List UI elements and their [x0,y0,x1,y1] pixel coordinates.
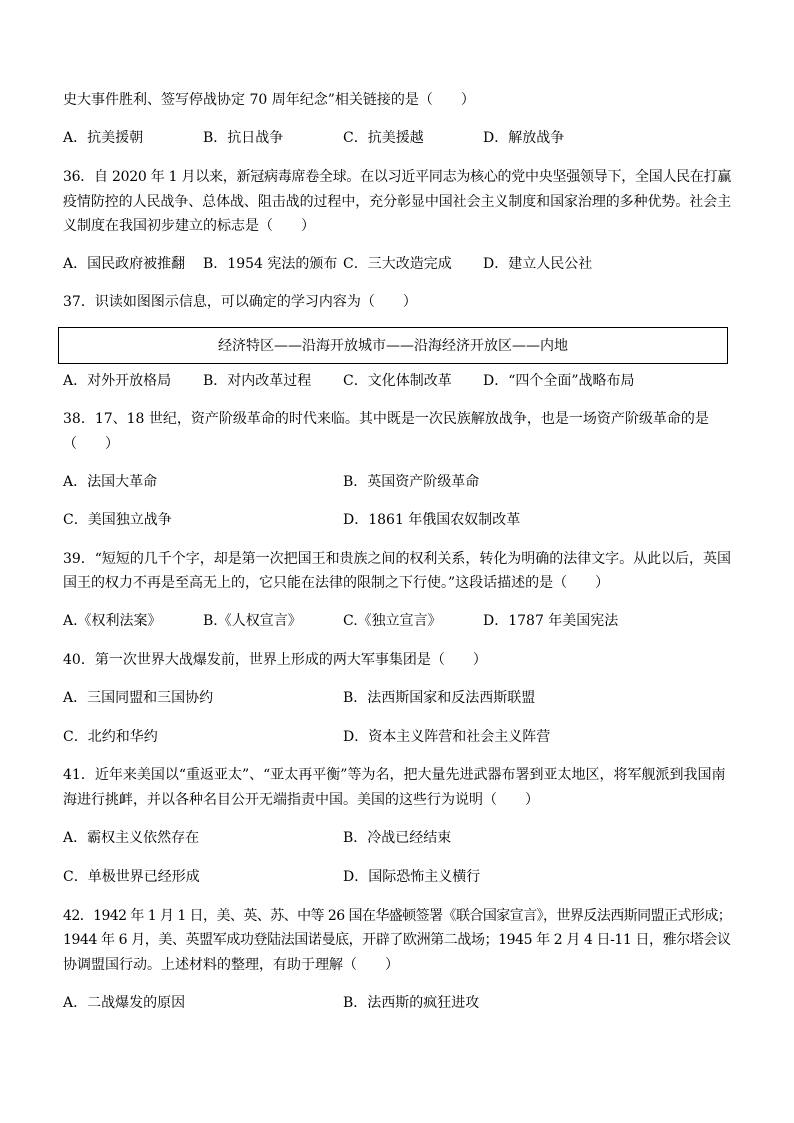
question-40-option-b[interactable]: B．法西斯国家和反法西斯联盟 [343,690,536,706]
question-35-option-a[interactable]: A．抗美援朝 [63,130,144,146]
question-37-option-c[interactable]: C．文化体制改革 [343,373,452,389]
question-41-option-a[interactable]: A．霸权主义依然存在 [63,830,200,846]
question-37-option-a[interactable]: A．对外开放格局 [63,373,172,389]
question-36-stem-line3: 义制度在我国初步建立的标志是（ ） [63,218,315,234]
question-35-option-c[interactable]: C．抗美援越 [343,130,424,146]
question-39-stem-line1: 39．“短短的几千个字，却是第一次把国王和贵族之间的权利关系，转化为明确的法律文字。从此以后，英国 [63,551,731,567]
question-36-stem-line1: 36．自 2020 年 1 月以来，新冠病毒席卷全球。在以习近平同志为核心的党中央坚强领导下，全国人民在打赢 [63,169,732,185]
question-37-option-d[interactable]: D．“四个全面”战略布局 [483,373,635,389]
question-40-option-d[interactable]: D．资本主义阵营和社会主义阵营 [343,729,551,745]
question-36-option-c[interactable]: C．三大改造完成 [343,256,452,272]
question-42-option-a[interactable]: A．二战爆发的原因 [63,995,186,1011]
question-39-option-b[interactable]: B.《人权宣言》 [203,613,302,629]
question-38-option-d[interactable]: D．1861 年俄国农奴制改革 [343,512,521,528]
question-37-stem: 37．识读如图图示信息，可以确定的学习内容为（ ） [63,294,417,310]
question-39-stem-line2: 国王的权力不再是至高无上的，它只能在法律的限制之下行使。”这段话描述的是（ ） [63,575,610,591]
question-36-option-a[interactable]: A．国民政府被推翻 [63,256,186,272]
question-41-option-b[interactable]: B．冷战已经结束 [343,830,452,846]
question-38-option-a[interactable]: A．法国大革命 [63,474,158,490]
question-41-stem-line1: 41．近年来美国以“重返亚太”、“亚太再平衡”等为名，把大量先进武器布署到亚太地区，将军舰派到我国南 [63,767,726,783]
question-42-stem-line1: 42．1942 年 1 月 1 日，美、英、苏、中等 26 国在华盛顿签署《联合国家宣言》，世界反法西斯同盟正式形成； [63,908,732,924]
question-39-option-c[interactable]: C.《独立宣言》 [343,613,442,629]
question-36-stem-line2: 疫情防控的人民战争、总体战、阻击战的过程中，充分彰显中国社会主义制度和国家治理的多种优势。社会主 [63,194,731,210]
question-41-option-c[interactable]: C．单极世界已经形成 [63,869,200,885]
question-40-option-c[interactable]: C．北约和华约 [63,729,158,745]
question-36-option-d[interactable]: D．建立人民公社 [483,256,593,272]
question-39-option-d[interactable]: D．1787 年美国宪法 [483,613,619,629]
question-41-stem-line2: 海进行挑衅，并以各种名目公开无端指责中国。美国的这些行为说明（ ） [63,792,539,808]
question-42-stem-line2: 1944 年 6 月，美、英盟军成功登陆法国诺曼底，开辟了欧洲第二战场；1945 年 2 月 4 日-11 日，雅尔塔会议 [63,932,731,948]
question-38-option-c[interactable]: C．美国独立战争 [63,512,172,528]
question-38-stem-line2: （ ） [63,436,119,452]
question-37-option-b[interactable]: B．对内改革过程 [203,373,312,389]
question-40-stem: 40．第一次世界大战爆发前，世界上形成的两大军事集团是（ ） [63,652,487,668]
question-39-option-a[interactable]: A.《权利法案》 [63,613,162,629]
question-35-option-b[interactable]: B．抗日战争 [203,130,284,146]
question-38-stem-line1: 38．17、18 世纪，资产阶级革命的时代来临。其中既是一次民族解放战争，也是一场资产阶级革命的是 [63,411,709,427]
question-42-stem-line3: 协调盟国行动。上述材料的整理，有助于理解（ ） [63,957,399,973]
question-42-option-b[interactable]: B．法西斯的疯狂进攻 [343,995,480,1011]
question-36-option-b[interactable]: B．1954 宪法的颁布 [203,256,338,272]
question-35-option-d[interactable]: D．解放战争 [483,130,565,146]
question-38-option-b[interactable]: B．英国资产阶级革命 [343,474,480,490]
question-35-stem-end: 史大事件胜利、签写停战协定 70 周年纪念”相关链接的是（ ） [63,92,475,108]
question-37-diagram-box [58,327,728,364]
question-41-option-d[interactable]: D．国际恐怖主义横行 [343,869,481,885]
question-37-diagram-text: 经济特区——沿海开放城市——沿海经济开放区——内地 [218,338,568,354]
question-40-option-a[interactable]: A．三国同盟和三国协约 [63,690,214,706]
